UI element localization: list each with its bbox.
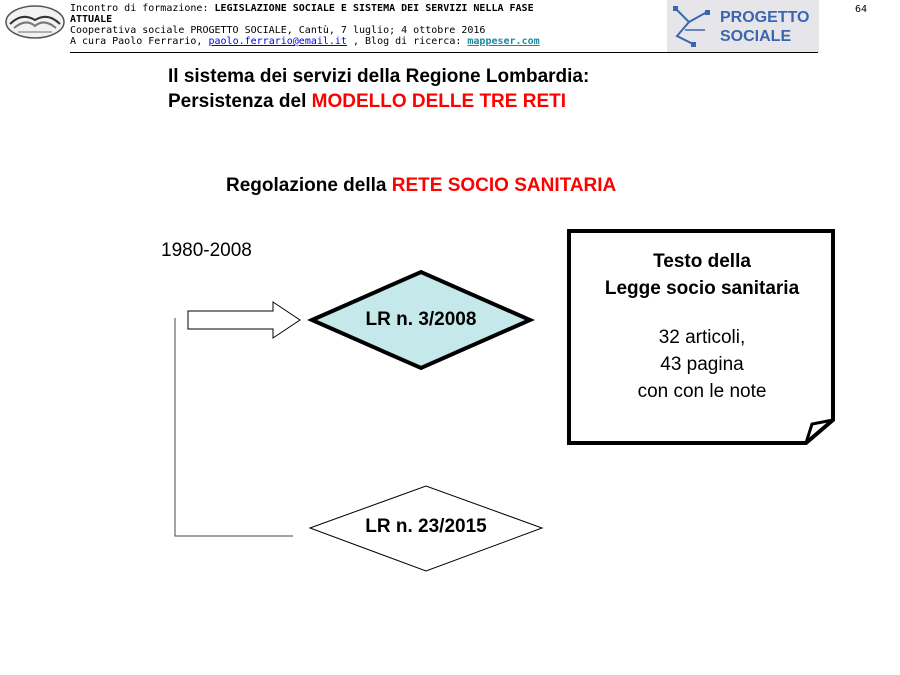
- note-articles: 32 articoli,: [658, 327, 746, 348]
- note-content: [570, 248, 834, 405]
- note-spacer: [570, 302, 834, 324]
- email-link[interactable]: paolo.ferrario@email.it: [208, 36, 347, 47]
- law2-label: LR n. 23/2015: [365, 516, 487, 537]
- header-line-3: Cooperativa sociale PROGETTO SOCIALE, Cantù, 7 luglio; 4 ottobre 2016: [70, 25, 486, 36]
- note-heading-1: Testo della: [653, 251, 751, 272]
- title-line-1: Il sistema dei servizi della Regione Lombardia:: [168, 66, 590, 87]
- slide-subtitle: Regolazione della RETE SOCIO SANITARIA: [226, 175, 617, 196]
- note-heading-2: Legge socio sanitaria: [604, 278, 800, 299]
- page-number: 64: [855, 4, 868, 15]
- header-line-4: A cura Paolo Ferrario, paolo.ferrario@email.it , Blog di ricerca: mappeser.com: [70, 36, 540, 47]
- years-label: 1980-2008: [161, 240, 252, 261]
- note-pages: 43 pagina: [660, 354, 744, 375]
- header-line-1: Incontro di formazione: LEGISLAZIONE SOCIALE E SISTEMA DEI SERVIZI NELLA FASE: [70, 3, 534, 14]
- header-line-2: ATTUALE: [70, 14, 113, 25]
- law1-label: LR n. 3/2008: [365, 309, 477, 330]
- title-line-2: Persistenza del MODELLO DELLE TRE RETI: [168, 91, 567, 112]
- progetto-sociale-wordmark: PROGETTO SOCIALE: [720, 9, 810, 45]
- blog-link[interactable]: mappeser.com: [467, 36, 540, 47]
- connector-line: [175, 318, 293, 536]
- note-footnotes: con con le note: [637, 381, 767, 402]
- block-arrow: [188, 302, 300, 338]
